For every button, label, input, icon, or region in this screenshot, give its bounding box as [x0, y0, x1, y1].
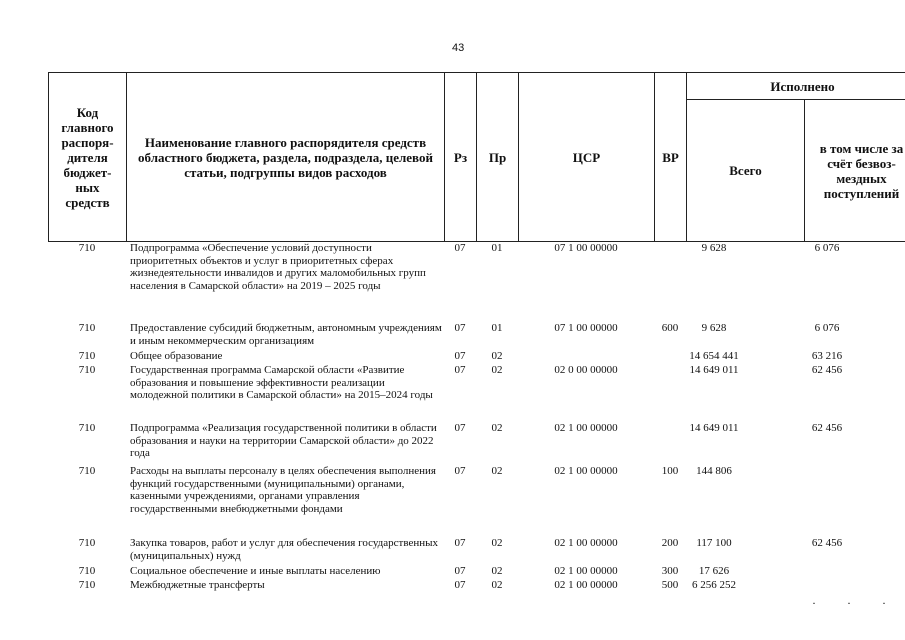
row-rz: 07	[454, 322, 466, 334]
row-rz: 07	[454, 422, 466, 434]
row-free: 62 456	[811, 537, 843, 549]
row-rz: 07	[454, 537, 466, 549]
header-code: Код главного распоря-дителя бюджет-ных средств	[49, 73, 127, 242]
row-vr: 200	[661, 537, 679, 549]
row-free: 6 076	[814, 322, 840, 334]
row-total: 14 649 011	[689, 422, 739, 434]
header-rz: Рз	[445, 73, 477, 242]
row-name: Государственная программа Самарской области «Развитие образования и повышение эффективности реализации молодежной политики в Самарской области» на 2015–2024 годы	[130, 364, 433, 401]
row-total: 9 628	[701, 322, 727, 334]
row-total: 17 626	[698, 565, 730, 577]
table-row	[48, 322, 884, 350]
row-name: Общее образование	[130, 350, 223, 362]
row-code: 710	[78, 242, 96, 254]
header-vr: ВР	[655, 73, 687, 242]
row-pr: 02	[491, 537, 503, 549]
row-code: 710	[78, 565, 96, 577]
row-csr: 02 1 00 00000	[554, 465, 618, 477]
row-total: 14 649 011	[689, 364, 739, 376]
row-name: Социальное обеспечение и иные выплаты населению	[130, 565, 381, 577]
table-row	[48, 565, 884, 579]
row-free: 6 076	[814, 242, 840, 254]
table-row	[48, 579, 884, 593]
row-vr: 100	[661, 465, 679, 477]
header-name: Наименование главного распорядителя средств областного бюджета, раздела, подраздела, целевой статьи, подгруппы видов расходов	[127, 73, 445, 242]
table-row	[48, 364, 884, 422]
row-free: 62 456	[811, 364, 843, 376]
table-row	[48, 350, 884, 364]
table-row	[48, 465, 884, 537]
row-code: 710	[78, 350, 96, 362]
row-pr: 01	[491, 242, 503, 254]
table-row	[48, 537, 884, 565]
table-row	[48, 242, 884, 322]
row-code: 710	[78, 579, 96, 591]
table-row	[48, 422, 884, 465]
row-csr: 02 1 00 00000	[554, 579, 618, 591]
row-free: 63 216	[811, 350, 843, 362]
row-csr: 02 1 00 00000	[554, 565, 618, 577]
row-vr: 600	[661, 322, 679, 334]
row-pr: 02	[491, 364, 503, 376]
header-executed: Исполнено	[687, 73, 905, 100]
row-vr: 500	[661, 579, 679, 591]
row-name: Расходы на выплаты персоналу в целях обеспечения выполнения функций государственными (муниципальными) органами, казенными учреждениями, органами управления государственными внебюджетными фондами	[130, 465, 436, 515]
header-total: Всего	[687, 100, 805, 242]
row-name: Межбюджетные трансферты	[130, 579, 265, 591]
row-vr: 300	[661, 565, 679, 577]
row-pr: 02	[491, 465, 503, 477]
row-rz: 07	[454, 579, 466, 591]
row-name: Закупка товаров, работ и услуг для обеспечения государственных (муниципальных) нужд	[130, 537, 439, 562]
row-csr: 02 1 00 00000	[554, 422, 618, 434]
row-name: Предоставление субсидий бюджетным, автономным учреждениям и иным некоммерческим организациям	[130, 322, 442, 347]
row-csr: 07 1 00 00000	[554, 242, 618, 254]
scan-specks: · · ·	[812, 596, 900, 610]
row-rz: 07	[454, 364, 466, 376]
row-pr: 02	[491, 565, 503, 577]
row-code: 710	[78, 465, 96, 477]
row-total: 6 256 252	[692, 579, 736, 591]
table-body	[48, 242, 884, 593]
row-csr: 02 0 00 00000	[554, 364, 618, 376]
header-pr: Пр	[477, 73, 519, 242]
row-total: 117 100	[696, 537, 732, 549]
row-free: 62 456	[811, 422, 843, 434]
table-header	[48, 72, 905, 242]
row-name: Подпрограмма «Обеспечение условий доступности приоритетных объектов и услуг в приоритетных сферах жизнедеятельности инвалидов и других маломобильных групп населения в Самарской области» на 2019 – 2025 годы	[130, 242, 426, 292]
row-code: 710	[78, 422, 96, 434]
row-total: 9 628	[701, 242, 727, 254]
row-total: 14 654 441	[689, 350, 739, 362]
row-pr: 02	[491, 350, 503, 362]
row-pr: 02	[491, 422, 503, 434]
row-rz: 07	[454, 465, 466, 477]
row-csr: 02 1 00 00000	[554, 537, 618, 549]
row-pr: 02	[491, 579, 503, 591]
row-code: 710	[78, 364, 96, 376]
row-code: 710	[78, 537, 96, 549]
row-rz: 07	[454, 242, 466, 254]
row-code: 710	[78, 322, 96, 334]
row-rz: 07	[454, 350, 466, 362]
header-free: в том числе за счёт безвоз-мездных поступлений	[805, 100, 905, 242]
row-rz: 07	[454, 565, 466, 577]
header-csr: ЦСР	[519, 73, 655, 242]
row-total: 144 806	[696, 465, 732, 477]
row-pr: 01	[491, 322, 503, 334]
row-csr: 07 1 00 00000	[554, 322, 618, 334]
row-name: Подпрограмма «Реализация государственной политики в области образования и науки на территории Самарской области» до 2022 года	[130, 422, 437, 459]
